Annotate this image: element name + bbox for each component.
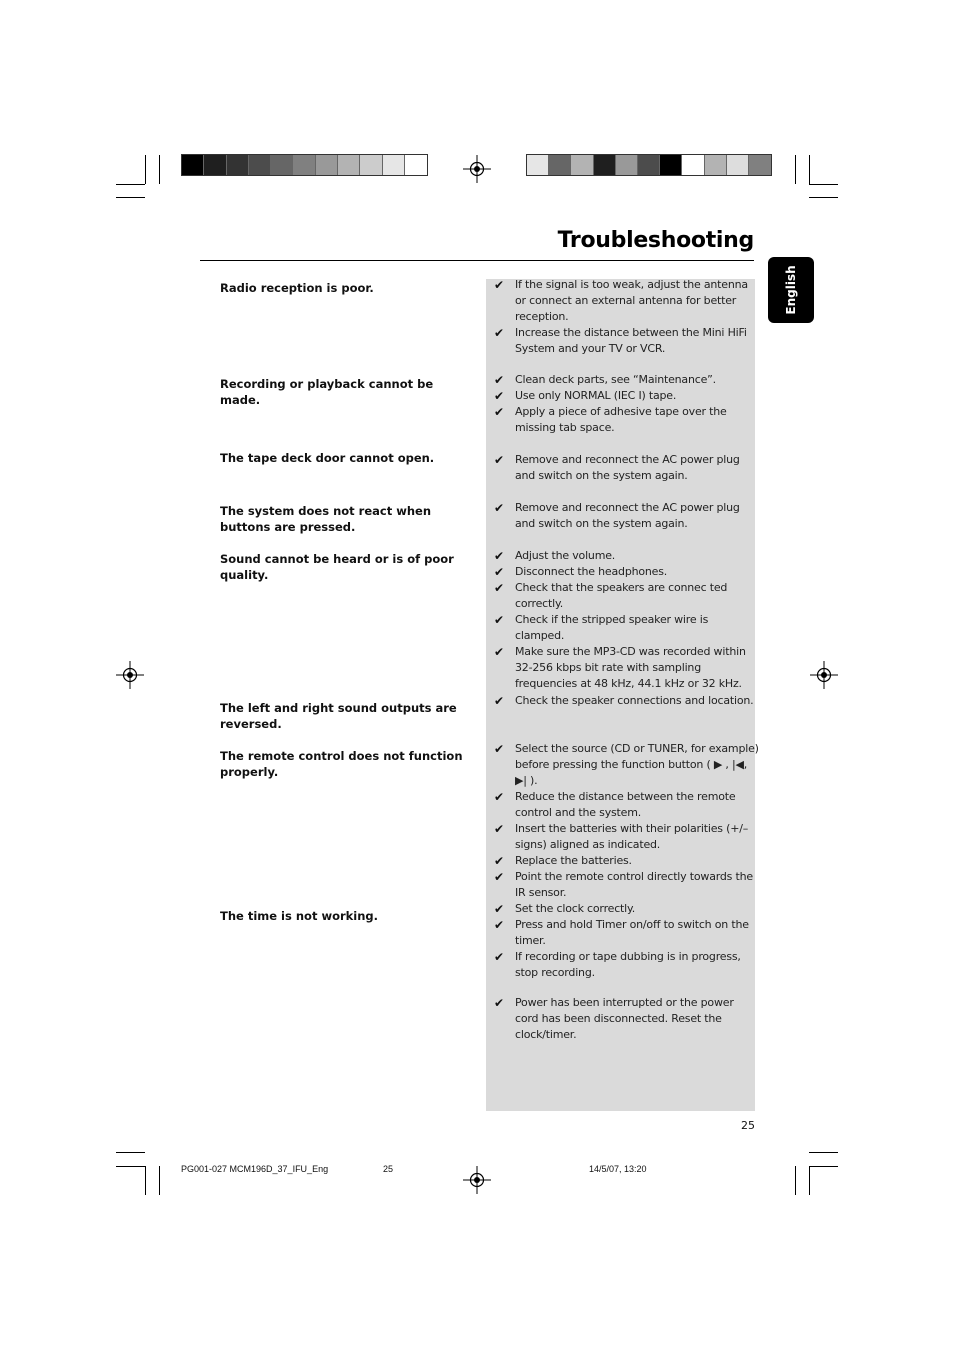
solution-list — [494, 452, 759, 484]
footer-page: 25 — [383, 1164, 394, 1174]
solution-list — [494, 277, 759, 357]
solution-list — [494, 500, 759, 532]
check-icon: ✔ — [494, 405, 504, 419]
check-icon: ✔ — [494, 694, 504, 708]
check-icon: ✔ — [494, 996, 504, 1010]
check-icon: ✔ — [494, 565, 504, 579]
color-bar-right — [526, 154, 772, 176]
solution-item: ✔ If the signal is too weak, adjust the antenna or connect an external antenna for better reception. — [494, 278, 748, 323]
color-swatch — [749, 155, 771, 175]
color-swatch — [727, 155, 749, 175]
problem-title: The system does not react when buttons are pressed. — [220, 504, 432, 534]
check-icon: ✔ — [494, 389, 504, 403]
problem-title: The time is not working. — [220, 909, 379, 923]
problem-title: The left and right sound outputs are reversed. — [220, 701, 457, 731]
solution-item: ✔ Press and hold Timer on/off to switch on the timer. — [494, 918, 749, 947]
color-swatch — [293, 155, 315, 175]
color-swatch — [383, 155, 405, 175]
check-icon: ✔ — [494, 613, 504, 627]
title-divider — [200, 260, 754, 261]
color-swatch — [660, 155, 682, 175]
page-title: Troubleshooting — [557, 228, 754, 253]
registration-mark-right-icon — [810, 661, 838, 689]
solution-item: ✔ Reduce the distance between the remote control and the system. — [494, 790, 736, 819]
color-swatch — [616, 155, 638, 175]
solution-list — [494, 693, 759, 709]
solution-item: ✔ Remove and reconnect the AC power plug and switch on the system again. — [494, 501, 740, 530]
color-swatch — [204, 155, 226, 175]
solution-item: ✔ Increase the distance between the Mini HiFi System and your TV or VCR. — [494, 326, 747, 355]
check-icon: ✔ — [494, 373, 504, 387]
problem-title: Recording or playback cannot be made. — [220, 377, 434, 407]
check-icon: ✔ — [494, 918, 504, 932]
solution-item: ✔ Remove and reconnect the AC power plug and switch on the system again. — [494, 453, 740, 482]
problem-title: Sound cannot be heard or is of poor quality. — [220, 552, 454, 582]
check-icon: ✔ — [494, 581, 504, 595]
check-icon: ✔ — [494, 790, 504, 804]
color-swatch — [360, 155, 382, 175]
registration-mark-top-icon — [463, 155, 491, 183]
problem-title: The tape deck door cannot open. — [220, 451, 435, 465]
color-swatch — [682, 155, 704, 175]
color-swatch — [705, 155, 727, 175]
check-icon: ✔ — [494, 870, 504, 884]
solution-item: ✔ Check the speaker connections and location. — [494, 694, 754, 708]
solution-item: ✔ Apply a piece of adhesive tape over the missing tab space. — [494, 405, 727, 434]
problem-title: Radio reception is poor. — [220, 281, 374, 295]
solution-item: ✔ Adjust the volume. — [494, 549, 616, 563]
check-icon: ✔ — [494, 742, 504, 756]
color-bar-left — [181, 154, 428, 176]
language-tab — [768, 257, 814, 323]
solution-item: ✔ Check if the stripped speaker wire is clamped. — [494, 613, 709, 642]
color-swatch — [571, 155, 593, 175]
color-swatch — [227, 155, 249, 175]
footer-date: 14/5/07, 13:20 — [589, 1164, 647, 1174]
check-icon: ✔ — [494, 902, 504, 916]
solution-item: ✔ Point the remote control directly towards the IR sensor. — [494, 870, 753, 899]
solution-item: ✔ Power has been interrupted or the power cord has been disconnected. Reset the clock/timer. — [494, 996, 734, 1041]
color-swatch — [249, 155, 271, 175]
check-icon: ✔ — [494, 549, 504, 563]
solution-item: ✔ Insert the batteries with their polarities (+/– signs) aligned as indicated. — [494, 822, 749, 851]
solution-item: ✔ Use only NORMAL (IEC I) tape. — [494, 389, 677, 403]
solution-item: ✔ Set the clock correctly. — [494, 902, 636, 916]
solution-item: ✔ Disconnect the headphones. — [494, 565, 668, 579]
registration-mark-bottom-icon — [463, 1166, 491, 1194]
language-tab-label: English — [784, 265, 798, 315]
color-swatch — [527, 155, 549, 175]
solution-item: ✔ Check that the speakers are connec ted correctly. — [494, 581, 728, 610]
color-swatch — [271, 155, 293, 175]
check-icon: ✔ — [494, 501, 504, 515]
color-swatch — [594, 155, 616, 175]
solution-item: ✔ Replace the batteries. — [494, 854, 632, 868]
check-icon: ✔ — [494, 645, 504, 659]
color-swatch — [316, 155, 338, 175]
registration-mark-left-icon — [116, 661, 144, 689]
check-icon: ✔ — [494, 278, 504, 292]
color-swatch — [549, 155, 571, 175]
page-number: 25 — [741, 1119, 755, 1132]
check-icon: ✔ — [494, 854, 504, 868]
solution-list — [494, 901, 759, 981]
solution-list — [494, 372, 759, 436]
check-icon: ✔ — [494, 950, 504, 964]
solution-list — [494, 995, 759, 1043]
color-swatch — [638, 155, 660, 175]
color-swatch — [338, 155, 360, 175]
check-icon: ✔ — [494, 453, 504, 467]
solution-item: ✔ Clean deck parts, see “Maintenance”. — [494, 373, 716, 387]
check-icon: ✔ — [494, 822, 504, 836]
footer-filename: PG001-027 MCM196D_37_IFU_Eng — [181, 1164, 329, 1174]
color-swatch — [182, 155, 204, 175]
problem-title: The remote control does not function properly. — [220, 749, 463, 779]
solution-item: ✔ Select the source (CD or TUNER, for example) before pressing the function button ( ▶ , |◀, ▶| ). — [494, 742, 759, 787]
color-swatch — [405, 155, 427, 175]
solution-list — [494, 548, 759, 692]
check-icon: ✔ — [494, 326, 504, 340]
solution-item: ✔ If recording or tape dubbing is in progress, stop recording. — [494, 950, 741, 979]
solution-item: ✔ Make sure the MP3-CD was recorded within 32-256 kbps bit rate with sampling frequencies at 48 kHz, 44.1 kHz or 32 kHz. — [494, 645, 746, 690]
solution-list — [494, 741, 759, 901]
